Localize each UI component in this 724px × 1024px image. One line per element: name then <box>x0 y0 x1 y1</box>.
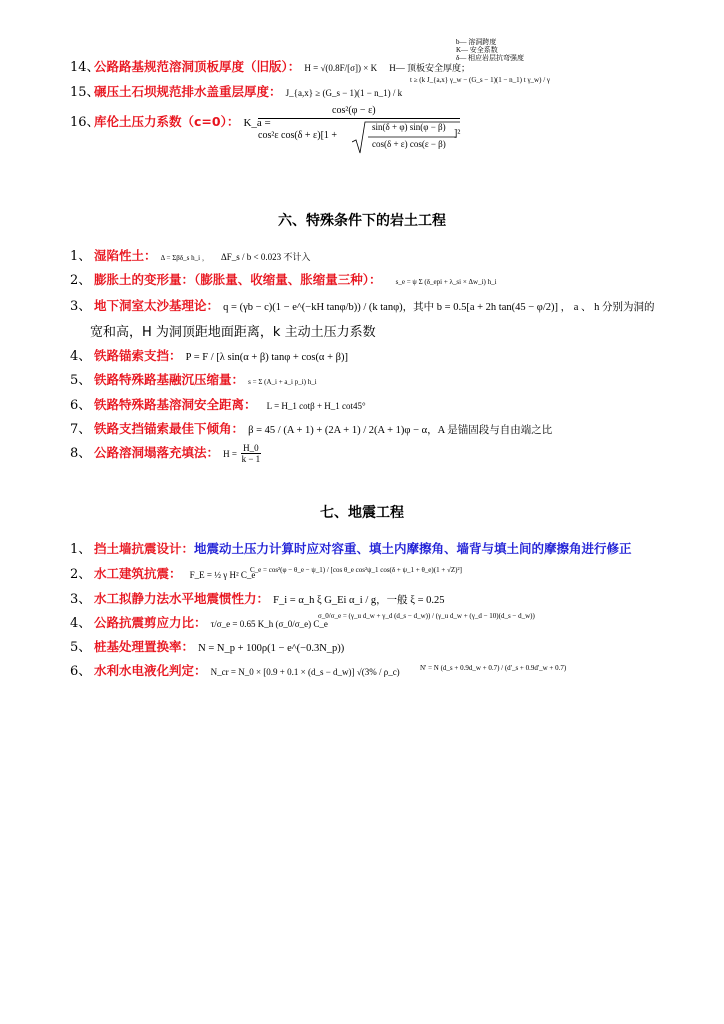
s7-item-2: 2、 水工建筑抗震： F_E = ½ γ H² C_e <box>70 566 256 582</box>
s6-item-7: 7、 铁路支挡锚索最佳下倾角： β = 45 / (A + 1) + (2A + 1) / 2(A + 1)φ − α，A 是锚固段与自由端之比 <box>70 421 553 437</box>
section-7-title: 七、地震工程 <box>320 505 404 521</box>
item-15-label: 碾压土石坝规范排水盖重层厚度： <box>94 84 282 99</box>
item-16-fraction-bar <box>258 118 460 119</box>
s7-item-3: 3、 水工拟静力法水平地震惯性力： F_i = α_h ξ G_Ei α_i / g，一般 ξ = 0.25 <box>70 591 445 607</box>
s7-item-4: 4、 公路抗震剪应力比： τ/σ_e = 0.65 K_h (σ_0/σ_e) C_e <box>70 615 328 631</box>
item-16-root-den: cos(δ + ε) cos(ε − β) <box>372 139 446 149</box>
s7-item-5: 5、 桩基处理置换率： N = N_p + 100ρ(1 − e^(−0.3N_p)) <box>70 639 345 655</box>
item-16-root-num: sin(δ + φ) sin(φ − β) <box>372 122 446 132</box>
s6-item-6: 6、 铁路特殊路基溶洞安全距离： L = H_1 cotβ + H_1 cot45° <box>70 397 366 413</box>
item-16-lhs: K_a = <box>243 117 271 129</box>
s7-item-1: 1、 挡土墙抗震设计：地震动土压力计算时应对容重、填土内摩擦角、墙背与填土间的摩擦角进行修正 <box>70 541 632 557</box>
s6-item-3-continuation: 宽和高，H 为洞顶距地面距离，k 主动土压力系数 <box>90 325 376 340</box>
s6-item-2: 2、 膨胀土的变形量：（膨胀量、收缩量、胀缩量三种）： s_e = ψ Σ (δ_epi + λ_si × Δw_i) h_i <box>70 272 497 288</box>
s7-item-4-formula-2: σ_0/σ_e = (γ_u d_w + γ_d (d_s − d_w)) / (γ_u d_w + (γ_d − 10)(d_s − d_w)) <box>318 612 535 620</box>
s6-item-8: 8、 公路溶洞塌落充填法： H = $\frac{H\_0}{k - 1}$ <box>70 443 261 464</box>
item-14: 14、公路路基规范溶洞顶板厚度（旧版）： H = √(0.8F/[σ]) × K H— 顶板安全厚度； <box>70 59 470 75</box>
s6-item-4: 4、 铁路锚索支挡： P = F / [λ sin(α + β) tanφ + cos(α + β)] <box>70 348 348 364</box>
item-14-side-notes: b— 溶洞跨度 K— 安全系数 δ— 相应岩层抗弯强度 <box>456 38 525 62</box>
item-15-formula: J_{a,x} ≥ (G_s − 1)(1 − n_1) / k <box>285 88 403 98</box>
item-16: 16、库伦土压力系数（c=0）： K_a = <box>70 114 271 130</box>
s6-item-8-fraction: $\frac{H\_0}{k - 1}$ <box>241 443 261 464</box>
item-15: 15、碾压土石坝规范排水盖重层厚度： J_{a,x} ≥ (G_s − 1)(1 − n_1) / k <box>70 84 403 100</box>
s7-item-2-formula-2: C_e = cos²(φ − θ_e − ψ_1) / [cos θ_e cos²ψ_1 cos(δ + ψ_1 + θ_e)(1 + √Z)²] <box>250 566 462 574</box>
item-16-denominator: cos²ε cos(δ + ε)[1 + <box>258 130 338 141</box>
section-6-title: 六、特殊条件下的岩土工程 <box>278 213 446 229</box>
item-16-label: 库伦土压力系数（c=0）： <box>94 114 240 129</box>
s6-item-5: 5、 铁路特殊路基融沉压缩量： s = Σ (A_i + a_i p_i) h_i <box>70 372 317 388</box>
s7-item-6: 6、 水利水电液化判定： N_cr = N_0 × [0.9 + 0.1 × (d_s − d_w)] √(3% / ρ_c) <box>70 663 400 679</box>
item-14-formula: H = √(0.8F/[σ]) × K <box>304 63 378 73</box>
item-14-note: H— 顶板安全厚度； <box>389 63 470 73</box>
s6-item-1: 1、 湿陷性土： Δ = Σβδ_s h_i ， ΔF_s / b < 0.023 不计入 <box>70 248 311 264</box>
item-16-numerator: cos²(φ − ε) <box>332 105 376 116</box>
s6-item-3: 3、 地下洞室太沙基理论： q = (γb − c)(1 − e^(−kH tanφ/b)) / (k tanφ)，其中 b = 0.5[a + 2h tan(45 − φ/2)] ， a 、 h 分别为洞的 <box>70 298 655 314</box>
item-16-close: ]² <box>454 128 461 139</box>
item-15-formula-2: t ≥ (k J_{a,x} γ_w − (G_s − 1)(1 − n_1) t γ_w) / γ <box>410 76 550 84</box>
s7-item-6-formula-2: N' = N (d_s + 0.9d_w + 0.7) / (d'_s + 0.9d'_w + 0.7) <box>420 664 567 672</box>
item-14-label: 公路路基规范溶洞顶板厚度（旧版）： <box>94 59 301 74</box>
